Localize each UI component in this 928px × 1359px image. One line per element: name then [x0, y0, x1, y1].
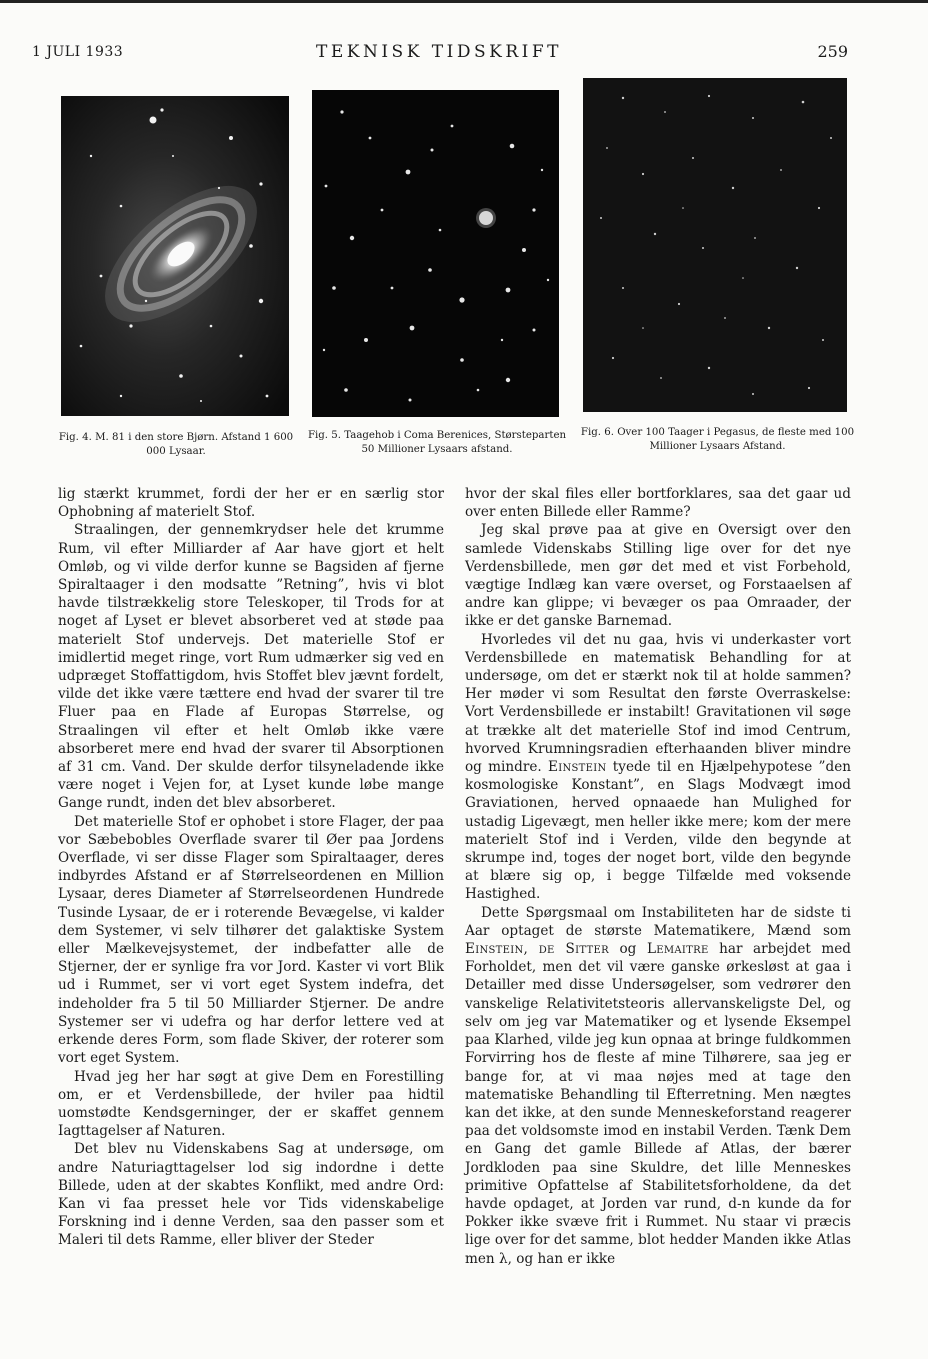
paragraph: lig stærkt krummet, fordi der her er en særlig stor Ophobning af materielt Stof.: [58, 486, 444, 521]
right-column: [465, 485, 851, 1268]
running-header: [30, 40, 848, 64]
pegasus-nebulae-image: [583, 78, 847, 412]
paragraph-text: Dette Spørgsmaal om Instabiliteten har de sidste ti Aar optaget de største Matematikere, Mænd som: [465, 904, 851, 939]
paragraph: Hvad jeg her har søgt at give Dem en Forestilling om, er et Verdensbillede, der hviler paa hidtil uomstødte Kendsgerninger, der er skaffet gennem Iagttagelser af Naturen.: [58, 1068, 444, 1140]
fig6-pegasus-field-photo: [583, 78, 847, 412]
galaxy-cluster-image: [312, 90, 559, 417]
author-name: de Sitter: [538, 941, 609, 958]
paragraph: Straalingen, der gennemkrydser hele det krumme Rum, vil efter Milliarder af Aar have gjort et helt Omløb, og vi vilde derfor kunne se Bagsiden af fjerne Spiraltaager i den modsatte ”Retning”, hvis vi blot havde tilstrækkelig store Teleskoper, til Trods for at noget af Lyset er blevet absorberet ved at støde paa materielt Stof undervejs. Det materielle Stof er imidlertid meget ringe, vort Rum udmærker sig ved en udpræget Stoffattigdom, hvis Stoffet blev jævnt fordelt, vilde det ikke være tættere end hvad der svarer til tre Fluer paa en Flade af Europas Størrelse, og Straalingen vil efter et helt Omløb ikke være absorberet mere end hvad der svarer til Absorptionen af 31 cm. Vand. Der skulde derfor tilsyneladende ikke være noget i Vejen for, at Lyset kunde løbe mange Gange rundt, inden det blev absorberet.: [58, 522, 444, 812]
journal-title: TEKNISK TIDSKRIFT: [316, 42, 562, 62]
top-rule: [0, 0, 928, 3]
paragraph-text: og: [619, 941, 637, 958]
fig6-caption: Fig. 6. Over 100 Taager i Pegasus, de fleste med 100 Millioner Lysaars Afstand.: [580, 427, 855, 452]
paragraph: [465, 904, 851, 1268]
paragraph: Jeg skal prøve paa at give en Oversigt over den samlede Videnskabs Stilling lige over for det nye Verdensbillede, men gør det med et vist Forbehold, vægtige Indlæg kan være overset, og Forstaaelsen af andre kan glippe; vi bevæger os paa Omraader, der ikke er det ganske Barnemad.: [465, 522, 851, 630]
paragraph: Det blev nu Videnskabens Sag at undersøge, om andre Naturiagttagelser lod sig indordne i dette Billede, uden at der skabtes Konflikt, med andre Ord: Kan vi faa presset hele vor Tids videnskabelige Forskning ind i denne Verden, saa den passer som et Maleri til dets Ramme, eller bliver der Steder: [58, 1141, 444, 1249]
fig5-caption: Fig. 5. Taagehob i Coma Berenices, Størsteparten 50 Millioner Lysaars afstand.: [307, 430, 567, 455]
author-name: Lemaitre: [646, 941, 709, 958]
paragraph-text: Hvorledes vil det nu gaa, hvis vi underkaster vort Verdensbillede en matematisk Behandling for at undersøge, om det er stærkt nok til at holde sammen? Her møder vi som Resultat den første Overraskelse: Vort Verdensbillede er instabilt! Gravitationen vil søge at trække alt det materielle Stof ind imod Centrum, hvorved Krumningsradien efterhaanden bliver mindre og mindre.: [465, 631, 851, 776]
issue-date: 1 JULI 1933: [32, 44, 124, 60]
paragraph: [465, 631, 851, 904]
paragraph: hvor der skal files eller bortforklares, saa det gaar ud over enten Billede eller Ramme?: [465, 486, 851, 521]
author-name: Einstein,: [465, 941, 529, 958]
paragraph-text: tyede til en Hjælpehypotese ”den kosmologiske Konstant”, en Slags Modvægt imod Graviationen, herved opnaaede han Mulighed for ustadig Ligevægt, men heller ikke mere; kom der mere materielt Stof ind i Verden, vilde den begynde at skrumpe ind, toges der noget bort, vilde den begynde at blære sig op, i begge Tilfælde med voksende Hastighed.: [465, 759, 851, 903]
fig4-spiral-galaxy-photo: [61, 96, 289, 416]
paragraph-text: har arbejdet med Forholdet, men det vil være ganske ørkesløst at gaa i Detailler med disse Undersøgelser, som vedrører den vanskelige Relativitetsteoris allervanskeligste Del, og selv om jeg var Matematiker og et lysende Eksempel paa Klarhed, vilde jeg kun opnaa at bringe fuldkommen Forvirring hos de fleste af mine Tilhørere, saa jeg er bange for, at vi maa nøjes med at tage den matematiske Behandling til Efterretning. Men nægtes kan det ikke, at den sunde Menneskeforstand reagerer paa det voldsomste imod en instabil Verden. Tænk Dem en Gang det gamle Billede af Atlas, der bærer Jordkloden paa sine Skuldre, det lille Menneskes primitive Opfattelse af Stabilitetsforholdene, da det havde opdaget, at Jorden var rund, d-n kunde da for Pokker ikke svæve frit i Rummet. Nu staar vi præcis lige over for det samme, blot hedder Manden ikke Atlas men λ, og han er ikke: [465, 941, 852, 1267]
fig4-caption: Fig. 4. M. 81 i den store Bjørn. Afstand 1 600 000 Lysaar.: [58, 432, 294, 457]
spiral-galaxy-image: [61, 96, 289, 416]
author-name: Einstein: [547, 759, 607, 776]
page-number: 259: [817, 42, 848, 61]
fig5-galaxy-cluster-photo: [312, 90, 559, 417]
paragraph: Det materielle Stof er ophobet i store Flager, der paa vor Sæbebobles Overflade svarer til Øer paa Jordens Overflade, vi ser disse Flager som Spiraltaager, deres indbyrdes Afstand er af Størrelseordenen en Million Lysaar, deres Diameter af Størrelseordenen Hundrede Tusinde Lysaar, de er i roterende Bevægelse, vi kalder dem Systemer, vi selv tilhører det galaktiske System eller Mælkevejsystemet, der indbefatter alle de Stjerner, der er synlige fra vor Jord. Kaster vi vort Blik ud i Rummet, ser vi vort eget System indefra, det indeholder fra 5 til 50 Milliarder Stjerner. De andre Systemer ser vi udefra og har derfor lettere ved at erkende deres Form, som flade Skiver, der roterer som vort eget System.: [58, 813, 444, 1067]
left-column: [58, 485, 444, 1250]
